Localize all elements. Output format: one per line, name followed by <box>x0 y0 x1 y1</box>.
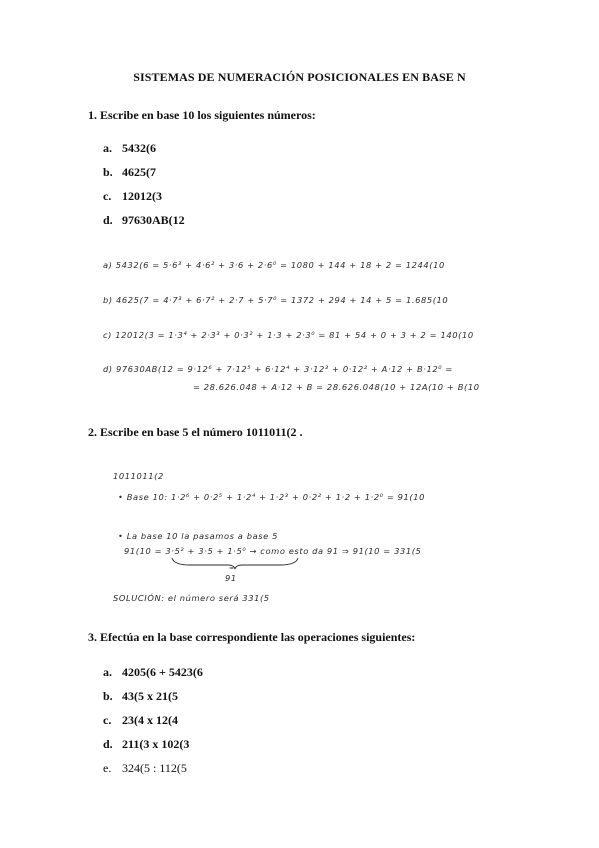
item-text: 43(5 x 21(5 <box>122 689 178 703</box>
item-label: c. <box>103 189 112 203</box>
q3-item-c <box>103 713 178 728</box>
q3-item-b <box>103 689 178 704</box>
q3-item-d <box>103 737 189 752</box>
question-3-heading: 3. Efectúa en la base correspondiente las operaciones siguientes: <box>88 630 416 644</box>
item-label: a. <box>103 665 112 679</box>
item-text: 4205(6 + 5423(6 <box>122 665 203 679</box>
q2-handwritten-equals: = <box>229 565 235 572</box>
item-text: 23(4 x 12(4 <box>122 713 178 727</box>
item-text: 4625(7 <box>122 165 156 179</box>
q2-handwritten-base10: • Base 10: 1·2⁶ + 0·2⁵ + 1·2⁴ + 1·2³ + 0·2² + 1·2 + 1·2⁰ = 91(10 <box>118 492 426 502</box>
page-title: SISTEMAS DE NUMERACIÓN POSICIONALES EN BASE N <box>133 70 466 84</box>
item-text: 12012(3 <box>122 189 162 203</box>
q1-item-a <box>103 141 156 156</box>
item-label: b. <box>103 165 113 179</box>
q1-handwritten-a: a) 5432(6 = 5·6³ + 4·6² + 3·6 + 2·6⁰ = 1080 + 144 + 18 + 2 = 1244(10 <box>103 260 445 270</box>
q2-handwritten-result: 91 <box>225 573 237 583</box>
item-label: e. <box>103 761 112 775</box>
q2-handwritten-note: • La base 10 la pasamos a base 5 <box>118 531 279 541</box>
item-label: d. <box>103 213 113 227</box>
item-label: c. <box>103 713 112 727</box>
question-2-heading: 2. Escribe en base 5 el número 1011011(2 . <box>88 425 303 439</box>
q3-item-a <box>103 665 203 680</box>
q2-handwritten-solution: SOLUCIÓN: el número será 331(5 <box>113 593 270 603</box>
item-label: b. <box>103 689 113 703</box>
q1-item-d <box>103 213 185 228</box>
item-label: a. <box>103 141 112 155</box>
underbrace-mark <box>170 556 300 570</box>
item-text: 324(5 : 112(5 <box>122 761 187 775</box>
item-text: 97630AB(12 <box>122 213 185 227</box>
item-text: 211(3 x 102(3 <box>122 737 190 751</box>
q1-handwritten-d-line1: d) 97630AB(12 = 9·12⁶ + 7·12⁵ + 6·12⁴ + 3·12³ + 0·12² + A·12 + B·12⁰ = <box>103 364 453 374</box>
q3-item-e <box>103 761 187 776</box>
item-text: 5432(6 <box>122 141 156 155</box>
q1-item-b <box>103 165 156 180</box>
q1-handwritten-c: c) 12012(3 = 1·3⁴ + 2·3³ + 0·3² + 1·3 + 2·3⁰ = 81 + 54 + 0 + 3 + 2 = 140(10 <box>103 330 474 340</box>
q2-handwritten-binary: 1011011(2 <box>113 471 164 481</box>
item-label: d. <box>103 737 113 751</box>
q1-item-c <box>103 189 162 204</box>
question-1-heading: 1. Escribe en base 10 los siguientes números: <box>88 108 316 122</box>
q2-handwritten-conversion: 91(10 = 3·5² + 3·5 + 1·5⁰ → como esto da 91 ⇒ 91(10 = 331(5 <box>124 546 422 556</box>
q1-handwritten-b: b) 4625(7 = 4·7³ + 6·7² + 2·7 + 5·7⁰ = 1372 + 294 + 14 + 5 = 1.685(10 <box>103 295 449 305</box>
q1-handwritten-d-line2: = 28.626.048 + A·12 + B = 28.626.048(10 + 12A(10 + B(10 <box>193 382 480 392</box>
